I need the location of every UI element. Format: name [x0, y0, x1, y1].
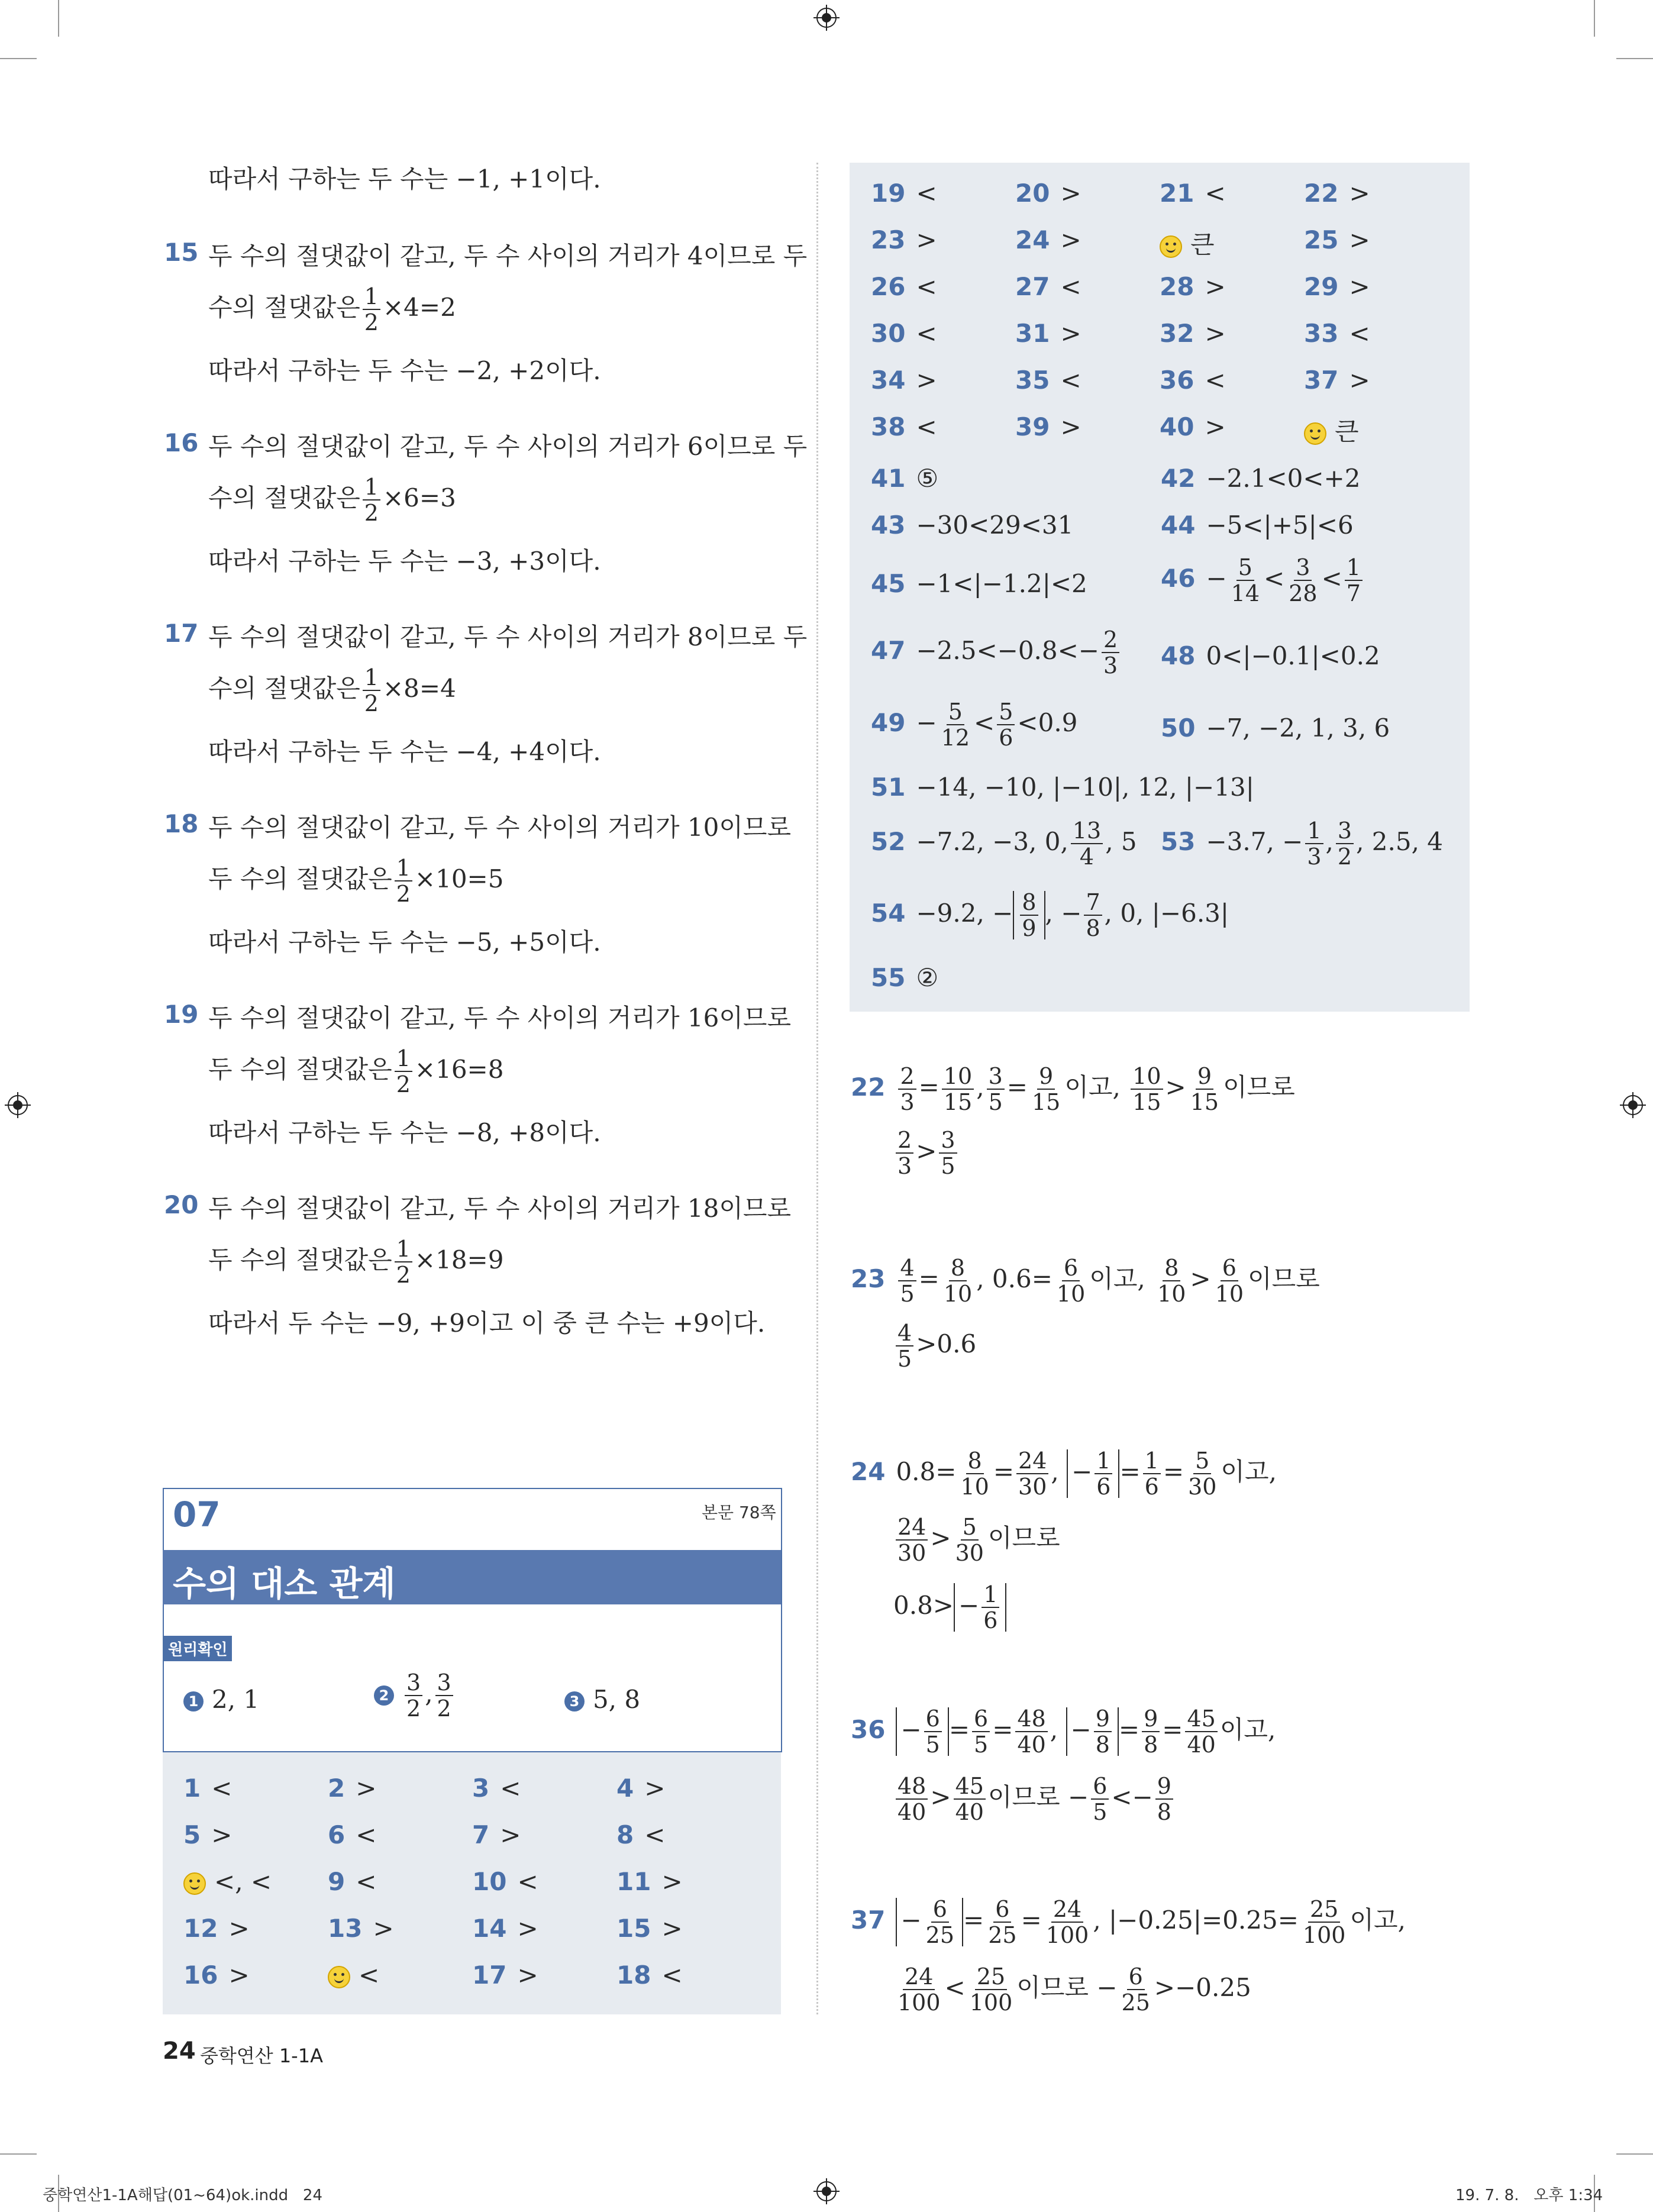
answer-item: 31 > — [1015, 319, 1081, 348]
answer-item: 26 < — [871, 272, 937, 301]
answer-item: 13 > — [328, 1914, 394, 1943]
answer-item: 7 > — [472, 1820, 521, 1849]
principle-item: 3 5, 8 — [564, 1685, 640, 1714]
solution-line: 따라서 구하는 두 수는 −3, +3이다. — [208, 547, 601, 576]
answer-item: 35 < — [1015, 366, 1081, 395]
answer-item: 37 > — [1304, 366, 1370, 395]
worked-solution-line: $\frac{24}{100}$ < $\frac{25}{100}$ 이므로 − $\frac{6}{25}$ >−0.25 — [897, 1964, 1251, 2016]
solution-number: 20 — [164, 1190, 199, 1219]
answer-item: 32 > — [1160, 319, 1226, 348]
registration-mark-icon — [1620, 1092, 1646, 1118]
answer-item: 34 > — [871, 366, 937, 395]
answer-item: 21 < — [1160, 179, 1226, 208]
answer-item: 41 ⑤ — [871, 464, 939, 493]
smiley-icon — [1304, 422, 1326, 445]
answer-item: 12 > — [183, 1914, 250, 1943]
solution-line: 따라서 구하는 두 수는 −1, +1이다. — [208, 164, 601, 193]
answer-item: 14 > — [472, 1914, 538, 1943]
answer-item: 큰 — [1160, 225, 1215, 261]
answer-item: 10 < — [472, 1867, 538, 1896]
answer-item: 15 > — [616, 1914, 683, 1943]
principle-item: 1 2, 1 — [183, 1685, 259, 1714]
answer-item: 16 > — [183, 1961, 250, 1990]
answer-item: 25 > — [1304, 225, 1370, 254]
solution-number: 18 — [164, 809, 199, 838]
solution-line: 따라서 구하는 두 수는 −2, +2이다. — [208, 356, 601, 385]
answer-item: 51 −14, −10, |−10|, 12, |−13| — [871, 773, 1254, 802]
crop-mark — [1616, 58, 1653, 59]
answer-item: 18 < — [616, 1961, 683, 1990]
solution-number: 16 — [164, 428, 199, 457]
solution-number: 19 — [164, 1000, 199, 1029]
solution-line: 따라서 구하는 두 수는 −8, +8이다. — [208, 1118, 601, 1147]
solution-number: 15 — [164, 238, 199, 267]
answer-item: 48 0<|−0.1|<0.2 — [1161, 641, 1380, 670]
answer-item: 23 > — [871, 225, 937, 254]
fraction: $\frac{1}{2}$ — [395, 1238, 412, 1286]
answer-item: 2 > — [328, 1774, 377, 1803]
worked-solution-line: 0.8> − $\frac{1}{6}$ — [893, 1583, 1006, 1632]
answer-item: 30 < — [871, 319, 937, 348]
answer-item: 9 < — [328, 1867, 377, 1896]
answer-item: 28 > — [1160, 272, 1226, 301]
worked-solution: 36 − $\frac{6}{5}$ = $\frac{6}{5}$ = $\frac{48}{40}$ , − $\frac{9}{8}$ = $\frac{9}{8}$ = $\frac{45}{40}$ 이고, — [851, 1706, 1276, 1758]
solution-line: 수의 절댓값은 $\frac{1}{2}$ ×8=4 — [208, 664, 456, 716]
answer-item: 55 ② — [871, 963, 939, 992]
solution-line: 두 수의 절댓값이 같고, 두 수 사이의 거리가 10이므로 — [208, 813, 792, 842]
fraction: $\frac{1}{2}$ — [395, 1047, 412, 1096]
crop-mark — [0, 2153, 37, 2155]
solution-line: 따라서 두 수는 −9, +9이고 이 중 큰 수는 +9이다. — [208, 1309, 766, 1338]
answer-item: 36 < — [1160, 366, 1226, 395]
worked-solution-line: $\frac{48}{40}$ > $\frac{45}{40}$ 이므로 − $\frac{6}{5}$ <− $\frac{9}{8}$ — [893, 1775, 1176, 1823]
answer-item: 39 > — [1015, 412, 1081, 441]
answer-item: 44 −5<|+5|<6 — [1161, 511, 1354, 540]
principle-tag: 원리확인 — [163, 1636, 232, 1661]
answer-item: 5 > — [183, 1820, 233, 1849]
print-timestamp: 19. 7. 8. 오후 1:34 — [1455, 2187, 1603, 2204]
answer-item: 27 < — [1015, 272, 1081, 301]
solution-line: 두 수의 절댓값이 같고, 두 수 사이의 거리가 16이므로 — [208, 1003, 792, 1032]
answer-item: 8 < — [616, 1820, 666, 1849]
smiley-icon — [328, 1966, 350, 1988]
section-number: 07 — [173, 1494, 221, 1535]
answer-item: 45 −1<|−1.2|<2 — [871, 569, 1087, 598]
answer-item: 22 > — [1304, 179, 1370, 208]
answer-item: 50 −7, −2, 1, 3, 6 — [1161, 713, 1390, 742]
worked-solution-line: $\frac{24}{30}$ > $\frac{5}{30}$ 이므로 — [893, 1516, 1060, 1564]
fraction: $\frac{1}{2}$ — [363, 285, 380, 334]
section-title: 수의 대소 관계 — [173, 1564, 396, 1604]
worked-solution: 37 − $\frac{6}{25}$ = $\frac{6}{25}$ = $\frac{24}{100}$ , |−0.25|=0.25= $\frac{25}{100}$ 이고, — [851, 1896, 1406, 1948]
fraction: $\frac{1}{2}$ — [395, 857, 412, 905]
solution-line: 수의 절댓값은 $\frac{1}{2}$ ×6=3 — [208, 474, 456, 526]
crop-mark — [1616, 2153, 1653, 2155]
solution-number: 17 — [164, 619, 199, 648]
answer-item: 19 < — [871, 179, 937, 208]
answer-item: 52 −7.2, −3, 0, $\frac{13}{4}$ , 5 — [871, 818, 1137, 870]
worked-solution: 22 $\frac{2}{3}$ = $\frac{10}{15}$ , $\frac{3}{5}$ = $\frac{9}{15}$ 이고, $\frac{10}{15}$ > $\frac{9}{15}$ 이므로 — [851, 1063, 1295, 1115]
answer-item: 53 −3.7, − $\frac{1}{3}$ , $\frac{3}{2}$ , 2.5, 4 — [1161, 818, 1443, 870]
answer-item: 49 − $\frac{5}{12}$ < $\frac{5}{6}$ <0.9 — [871, 699, 1078, 751]
answer-item: 46 − $\frac{5}{14}$ < $\frac{3}{28}$ < $\frac{1}{7}$ — [1161, 556, 1365, 605]
answer-item: 24 > — [1015, 225, 1081, 254]
answer-item: 17 > — [472, 1961, 538, 1990]
crop-mark — [1594, 0, 1595, 37]
worked-solution-line: $\frac{4}{5}$ >0.6 — [893, 1322, 976, 1370]
fraction: $\frac{1}{2}$ — [363, 666, 380, 715]
solution-line: 두 수의 절댓값이 같고, 두 수 사이의 거리가 6이므로 두 — [208, 432, 808, 461]
registration-mark-icon — [5, 1092, 31, 1118]
answer-item: <, < — [183, 1867, 272, 1896]
smiley-icon — [1160, 235, 1182, 258]
answer-item: 11 > — [616, 1867, 683, 1896]
worked-solution: 24 0.8= $\frac{8}{10}$ = $\frac{24}{30}$ , − $\frac{1}{6}$ = $\frac{1}{6}$ = $\frac{5}{30}$ 이고, — [851, 1448, 1277, 1500]
book-title: 중학연산 1-1A — [200, 2045, 323, 2067]
solution-line: 두 수의 절댓값이 같고, 두 수 사이의 거리가 8이므로 두 — [208, 622, 808, 651]
answer-item: 40 > — [1160, 412, 1226, 441]
answer-item: 3 < — [472, 1774, 521, 1803]
answer-item: < — [328, 1961, 379, 1990]
answer-item: 큰 — [1304, 412, 1359, 448]
registration-mark-icon — [813, 5, 840, 31]
answer-item: 54 −9.2, − $\frac{8}{9}$ , − $\frac{7}{8}$ , 0, |−6.3| — [871, 889, 1229, 941]
page-number: 24 — [163, 2037, 196, 2065]
solution-line: 수의 절댓값은 $\frac{1}{2}$ ×4=2 — [208, 283, 456, 335]
fraction: $\frac{1}{2}$ — [363, 476, 380, 524]
answer-item: 38 < — [871, 412, 937, 441]
answer-item: 33 < — [1304, 319, 1370, 348]
solution-line: 두 수의 절댓값이 같고, 두 수 사이의 거리가 18이므로 — [208, 1194, 792, 1223]
file-name: 중학연산1-1A해답(01~64)ok.indd 24 — [43, 2187, 323, 2204]
answer-item: 1 < — [183, 1774, 233, 1803]
answer-item: 42 −2.1<0<+2 — [1161, 464, 1361, 493]
crop-mark — [58, 0, 59, 37]
solution-line: 두 수의 절댓값이 같고, 두 수 사이의 거리가 4이므로 두 — [208, 241, 808, 270]
solution-line: 두 수의 절댓값은 $\frac{1}{2}$ ×18=9 — [208, 1236, 504, 1288]
principle-item: 2 $\frac{3}{2}$ , $\frac{3}{2}$ — [374, 1671, 456, 1720]
solution-line: 두 수의 절댓값은 $\frac{1}{2}$ ×16=8 — [208, 1045, 504, 1097]
answer-item: 6 < — [328, 1820, 377, 1849]
worked-solution: 23 $\frac{4}{5}$ = $\frac{8}{10}$ , 0.6= $\frac{6}{10}$ 이고, $\frac{8}{10}$ > $\frac{6}{10}$ 이므로 — [851, 1255, 1320, 1307]
solution-line: 두 수의 절댓값은 $\frac{1}{2}$ ×10=5 — [208, 855, 504, 907]
crop-mark — [0, 58, 37, 59]
worked-solution-line: $\frac{2}{3}$ > $\frac{3}{5}$ — [893, 1129, 960, 1177]
solution-line: 따라서 구하는 두 수는 −5, +5이다. — [208, 928, 601, 957]
answer-item: 47 −2.5<−0.8<− $\frac{2}{3}$ — [871, 628, 1122, 677]
column-divider — [816, 163, 818, 2014]
answer-item: 20 > — [1015, 179, 1081, 208]
solution-line: 따라서 구하는 두 수는 −4, +4이다. — [208, 737, 601, 766]
smiley-icon — [183, 1872, 206, 1895]
answer-item: 29 > — [1304, 272, 1370, 301]
answer-item: 4 > — [616, 1774, 666, 1803]
page-reference: 본문 78쪽 — [702, 1503, 776, 1522]
answer-item: 43 −30<29<31 — [871, 511, 1074, 540]
registration-mark-icon — [813, 2178, 840, 2204]
